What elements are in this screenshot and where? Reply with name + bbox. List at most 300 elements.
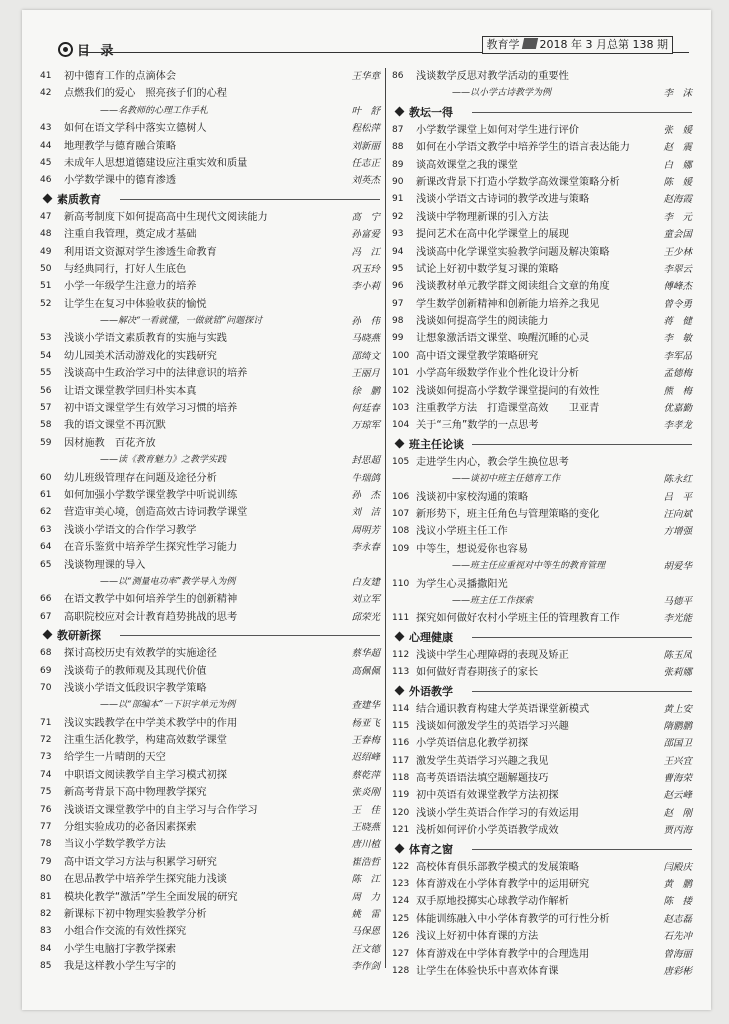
toc-entry [40,155,380,172]
toc-entry [392,417,692,434]
entry-author: 马保恩 [351,926,380,938]
toc-entry [40,244,380,261]
entry-author: 曹海荣 [663,773,692,785]
toc-entry [40,226,380,243]
entry-title: 中等生，想说爱你也容易 [416,543,529,555]
entry-author: 李孝龙 [663,420,692,432]
page-number: 71 [40,717,52,728]
page-number: 52 [40,298,52,309]
entry-title: 我是这样教小学生写字的 [64,961,177,973]
entry-title: 浅谈小学语文的合作学习教学 [64,524,197,536]
page-number: 81 [40,891,52,902]
page-number: 93 [392,229,404,240]
toc-entry [392,770,692,787]
entry-title: 浅谈如何提高学生的阅读能力 [416,316,549,328]
section-heading [392,435,692,454]
entry-title: 初中英语有效课堂教学方法初探 [416,790,559,802]
section-heading [40,190,380,209]
toc-entry [40,609,380,626]
entry-title: 浅谈物理课的导入 [64,559,146,571]
entry-author: 马晓燕 [351,333,380,345]
toc-entry [392,541,692,558]
toc-entry [40,680,380,697]
journal-issue-box [482,36,673,54]
page-number: 126 [392,931,410,942]
page-number: 79 [40,856,52,867]
entry-author: 程松萍 [351,123,380,135]
toc-entry [40,261,380,278]
page-number: 60 [40,472,52,483]
page-number: 110 [392,578,410,589]
page-number: 77 [40,822,52,833]
diamond-bullet-icon [395,631,405,641]
toc-entry [40,854,380,871]
toc-entry [40,819,380,836]
toc-entry [392,876,692,893]
toc-entry [40,715,380,732]
entry-title: 浅议小学班主任工作 [416,526,508,538]
entry-author: 巩玉玲 [351,263,380,275]
entry-title: 关于“三角”数学的一点思考 [416,420,539,432]
entry-title: 小学生电脑打字教学探索 [64,943,177,955]
section-title: 教坛一得 [409,105,453,119]
toc-entry [40,330,380,347]
page-number: 102 [392,385,410,396]
entry-subtitle: ——谈初中班主任德育工作 [452,474,561,485]
toc-column-right [392,68,692,980]
entry-title: 探究如何做好农村小学班主任的管理教育工作 [416,613,620,625]
entry-title: 在音乐鉴赏中培养学生探究性学习能力 [64,542,238,554]
entry-author: 封思超 [351,455,380,467]
entry-author: 张炎刚 [351,787,380,799]
entry-title: 让想象激活语文课堂、唤醒沉睡的心灵 [416,333,590,345]
entry-author: 刘英杰 [351,175,380,187]
toc-entry [40,958,380,975]
entry-title: 浅谈中学物理新课的引入方法 [416,211,549,223]
toc-entry [392,139,692,156]
entry-title: 浅谈如何激发学生的英语学习兴趣 [416,720,569,732]
entry-title: 浅谈初中家校沟通的策略 [416,491,529,503]
page-number: 80 [40,874,52,885]
entry-author: 孙富爱 [351,229,380,241]
section-heading [392,840,692,859]
entry-subtitle: ——以“部编本”一下识字单元为例 [100,700,236,711]
toc-entry [40,138,380,155]
section-heading [392,103,692,122]
toc-entry [392,348,692,365]
toc-entry [40,871,380,888]
entry-title: 体能训练融入中小学体育教学的可行性分析 [416,913,610,925]
section-title: 班主任论谈 [409,437,464,451]
toc-entry [392,191,692,208]
entry-title: 浅谈小学语文古诗词的教学改进与策略 [416,194,590,206]
toc-entry [392,735,692,752]
toc-entry [40,120,380,137]
toc-entry [40,923,380,940]
entry-title: 小学一年级学生注意力的培养 [64,281,197,293]
entry-title: 双手原地投掷实心球教学动作解析 [416,896,569,908]
entry-author: 刘立军 [351,594,380,606]
page-number: 112 [392,649,410,660]
entry-author: 陈 江 [351,874,380,886]
toc-entry [392,330,692,347]
entry-title: 在语文教学中如何培养学生的创新精神 [64,594,238,606]
page-number: 128 [392,965,410,976]
page-number: 113 [392,667,410,678]
toc-entry [392,893,692,910]
toc-entry [392,576,692,593]
entry-title: 高考英语语法填空题解题技巧 [416,773,549,785]
toc-entry [40,435,380,452]
section-rule [472,691,692,692]
entry-author: 汪向斌 [663,508,692,520]
toc-entry [40,296,380,313]
diamond-bullet-icon [395,106,405,116]
entry-title: 如何在小学语文教学中培养学生的语言表达能力 [416,142,630,154]
toc-entry [392,946,692,963]
entry-author: 孙 杰 [351,489,380,501]
entry-title: 浅谈小学语文素质教育的实施与实践 [64,333,227,345]
entry-title: 小组合作交流的有效性探究 [64,926,187,938]
entry-author: 白 娜 [663,159,692,171]
page-number: 118 [392,773,410,784]
entry-title: 浅谈小学语文低段识字教学策略 [64,682,207,694]
column-divider [385,68,386,968]
entry-author: 李作剑 [351,961,380,973]
page-number: 106 [392,491,410,502]
toc-heading: 目 录 [58,40,117,59]
page-number: 51 [40,281,52,292]
page-number: 62 [40,507,52,518]
entry-title: 幼儿园美术活动游戏化的实践研究 [64,350,217,362]
entry-author: 曾海丽 [663,948,692,960]
entry-title: 因材施教 百花齐放 [64,437,156,449]
toc-entry [392,963,692,980]
entry-author: 李 沫 [663,88,692,100]
entry-author: 查建华 [351,700,380,712]
entry-author: 王丽月 [351,368,380,380]
entry-title: 新高考制度下如何提高高中生现代文阅读能力 [64,211,268,223]
toc-entry [40,209,380,226]
toc-entry [40,278,380,295]
entry-author: 黄上安 [663,703,692,715]
page-number: 98 [392,316,404,327]
toc-entry [40,365,380,382]
entry-title: 小学英语信息化教学初探 [416,738,529,750]
toc-entry [392,296,692,313]
entry-title: 当议小学数学教学方法 [64,839,166,851]
entry-author: 冯 江 [351,246,380,258]
toc-subtitle [40,103,380,120]
section-title: 教研新探 [57,629,101,643]
entry-title: 浅谈小学生英语合作学习的有效运用 [416,807,579,819]
toc-entry [392,400,692,417]
toc-entry [392,523,692,540]
entry-author: 王少林 [663,246,692,258]
toc-subtitle [40,697,380,714]
toc-entry [392,454,692,471]
entry-title: 浅谈高中化学课堂实验教学问题及解决策略 [416,246,610,258]
toc-entry [40,889,380,906]
entry-author: 赵志磊 [663,913,692,925]
entry-subtitle: ——解决“一看就懂，一做就错”问题探讨 [100,316,263,327]
entry-title: 模块化教学“激活”学生全面发展的研究 [64,891,238,903]
toc-subtitle [392,558,692,575]
toc-entry [40,522,380,539]
entry-title: 高校体育俱乐部教学模式的发展策略 [416,861,579,873]
entry-author: 赵海霞 [663,194,692,206]
toc-entry [392,506,692,523]
toc-entry [40,941,380,958]
circle-bullet-icon [58,42,73,57]
entry-title: 未成年人思想道德建设应注重实效和质量 [64,157,248,169]
issue-info: 2018 年 3 月总第 138 期 [539,38,668,51]
page-number: 70 [40,682,52,693]
entry-title: 注重教学方法 打造课堂高效 卫亚青 [416,403,600,415]
entry-title: 浅谈荀子的教师观及其现代价值 [64,665,207,677]
toc-entry [40,470,380,487]
page-number: 54 [40,350,52,361]
toc-entry [392,278,692,295]
toc-entry [392,787,692,804]
entry-author: 李永春 [351,542,380,554]
toc-subtitle [40,452,380,469]
section-rule [472,849,692,850]
entry-title: 浅议上好初中体育课的方法 [416,931,539,943]
entry-author: 周 力 [351,891,380,903]
entry-title: 中职语文阅读教学自主学习模式初探 [64,769,227,781]
entry-author: 马德平 [663,595,692,607]
entry-author: 张 媛 [663,124,692,136]
page-number: 114 [392,703,410,714]
entry-title: 高中语文课堂教学策略研究 [416,350,539,362]
entry-title: 让学生在复习中体验收获的愉悦 [64,298,207,310]
toc-entry [40,802,380,819]
section-heading [392,682,692,701]
entry-title: 高中语文学习方法与积累学习研究 [64,856,217,868]
page-number: 104 [392,420,410,431]
entry-author: 优嘉勤 [663,403,692,415]
page-number: 117 [392,755,410,766]
toc-column-left [40,68,380,976]
entry-author: 王 佳 [351,804,380,816]
page-number: 58 [40,420,52,431]
page-number: 103 [392,403,410,414]
entry-author: 隋鹏鹏 [663,720,692,732]
entry-author: 蔡乾萍 [351,769,380,781]
page-number: 92 [392,211,404,222]
entry-title: 让学生在体验快乐中喜欢体育课 [416,965,559,977]
entry-title: 浅议实践教学在中学美术教学中的作用 [64,717,238,729]
toc-entry [392,928,692,945]
toc-entry [40,383,380,400]
toc-entry [40,645,380,662]
entry-title: 结合通识教育构建大学英语课堂新模式 [416,703,590,715]
toc-entry [40,749,380,766]
toc-entry [392,174,692,191]
page-number: 72 [40,735,52,746]
toc-subtitle [392,85,692,102]
entry-title: 新课改背景下打造小学数学高效课堂策略分析 [416,176,620,188]
toc-entry [392,859,692,876]
entry-title: 走进学生内心，教会学生换位思考 [416,456,569,468]
page-number: 119 [392,790,410,801]
section-rule [120,199,380,200]
entry-author: 任志正 [351,157,380,169]
toc-page [22,10,711,1010]
section-heading [392,628,692,647]
page-number: 123 [392,879,410,890]
page-number: 75 [40,787,52,798]
page-number: 99 [392,333,404,344]
entry-title: 分组实验成功的必备因素探索 [64,822,197,834]
toc-entry [40,417,380,434]
diamond-bullet-icon [395,685,405,695]
page-number: 89 [392,159,404,170]
entry-author: 贾丙海 [663,825,692,837]
page-number: 105 [392,456,410,467]
page-number: 43 [40,123,52,134]
toc-entry [392,822,692,839]
toc-entry [40,784,380,801]
page-number: 56 [40,385,52,396]
toc-subtitle [40,313,380,330]
entry-author: 白友建 [351,576,380,588]
entry-author: 邵国卫 [663,738,692,750]
entry-title: 提问艺术在高中化学课堂上的展现 [416,229,569,241]
page-number: 94 [392,246,404,257]
page-number: 59 [40,437,52,448]
page-number: 48 [40,229,52,240]
toc-entry [392,365,692,382]
entry-title: 如何加强小学数学课堂教学中听说训练 [64,489,238,501]
page-number: 83 [40,926,52,937]
page-number: 67 [40,611,52,622]
entry-title: 地理教学与德育融合策略 [64,140,177,152]
entry-author: 胡爱华 [663,561,692,573]
entry-title: 浅谈数学反思对教学活动的重要性 [416,71,569,82]
toc-entry [40,172,380,189]
entry-author: 张莉娜 [663,667,692,679]
toc-subtitle [40,574,380,591]
page-number: 45 [40,157,52,168]
entry-author: 陈 媛 [663,176,692,188]
entry-author: 王晓燕 [351,822,380,834]
page-number: 84 [40,943,52,954]
section-title: 心理健康 [409,630,453,644]
entry-author: 童会国 [663,229,692,241]
journal-name: 教育学 [486,38,520,51]
entry-author: 王春梅 [351,735,380,747]
page-number: 61 [40,489,52,500]
entry-subtitle: ——以小学古诗教学为例 [452,88,552,99]
entry-author: 万琼军 [351,420,380,432]
entry-author: 闫殿庆 [663,861,692,873]
entry-subtitle: ——读《教育魅力》之教学实践 [100,455,227,466]
toc-entry [392,313,692,330]
entry-title: 注重生活化教学，构建高效数学课堂 [64,735,227,747]
section-rule [472,112,692,113]
page-number: 90 [392,176,404,187]
page-number: 91 [392,194,404,205]
entry-title: 初中语文课堂学生有效学习习惯的培养 [64,403,238,415]
page-number: 50 [40,263,52,274]
entry-author: 李军品 [663,350,692,362]
entry-title: 浅谈中学生心理障碍的表现及矫正 [416,649,569,661]
entry-title: 浅析如何评价小学英语教学成效 [416,825,559,837]
entry-title: 体育游戏在小学体育教学中的运用研究 [416,879,590,891]
toc-entry [40,732,380,749]
entry-author: 高 宁 [351,211,380,223]
entry-author: 李 敏 [663,333,692,345]
page-number: 121 [392,825,410,836]
toc-entry [40,539,380,556]
toc-entry [392,647,692,664]
entry-author: 刘新丽 [351,140,380,152]
page-number: 78 [40,839,52,850]
page-number: 49 [40,246,52,257]
entry-author: 赵 震 [663,142,692,154]
entry-author: 陈玉凤 [663,649,692,661]
page-number: 41 [40,71,52,81]
entry-title: 浅谈高中生政治学习中的法律意识的培养 [64,368,248,380]
toc-entry [40,557,380,574]
entry-title: 新课标下初中物理实验教学分析 [64,908,207,920]
entry-title: 谈高效课堂之我的课堂 [416,159,518,171]
page-number: 116 [392,738,410,749]
page-number: 47 [40,211,52,222]
entry-author: 何廷春 [351,403,380,415]
page-number: 57 [40,403,52,414]
toc-entry [392,489,692,506]
entry-title: 浅谈如何提高小学数学课堂提问的有效性 [416,385,600,397]
page-number: 69 [40,665,52,676]
toc-entry [40,348,380,365]
entry-subtitle: ——班主任应重视对中等生的教育管理 [452,561,606,572]
entry-author: 徐 鹏 [351,385,380,397]
toc-entry [392,610,692,627]
section-heading [40,626,380,645]
toc-entry [40,591,380,608]
toc-entry [40,68,380,85]
entry-author: 吕 平 [663,491,692,503]
entry-author: 高佩佩 [351,665,380,677]
entry-author: 周明芳 [351,524,380,536]
section-title: 素质教育 [57,192,101,206]
entry-title: 如何在语文学科中落实立德树人 [64,123,207,135]
page-number: 53 [40,333,52,344]
page-number: 87 [392,124,404,135]
entry-title: 探讨高校历史有效教学的实施途径 [64,648,217,660]
entry-author: 汪文德 [351,943,380,955]
entry-author: 黄 鹏 [663,879,692,891]
toc-entry [392,753,692,770]
page-number: 73 [40,752,52,763]
entry-author: 邱荣光 [351,611,380,623]
entry-author: 赵 刚 [663,807,692,819]
entry-author: 姚 雷 [351,908,380,920]
entry-author: 王华章 [351,71,380,82]
page-number: 63 [40,524,52,535]
toc-entry [40,663,380,680]
entry-title: 高职院校应对会计教育趋势挑战的思考 [64,611,238,623]
page-number: 100 [392,350,410,361]
page-number: 95 [392,263,404,274]
toc-subtitle [392,593,692,610]
section-rule [472,637,692,638]
toc-entry [40,767,380,784]
entry-author: 牛瑞鸽 [351,472,380,484]
